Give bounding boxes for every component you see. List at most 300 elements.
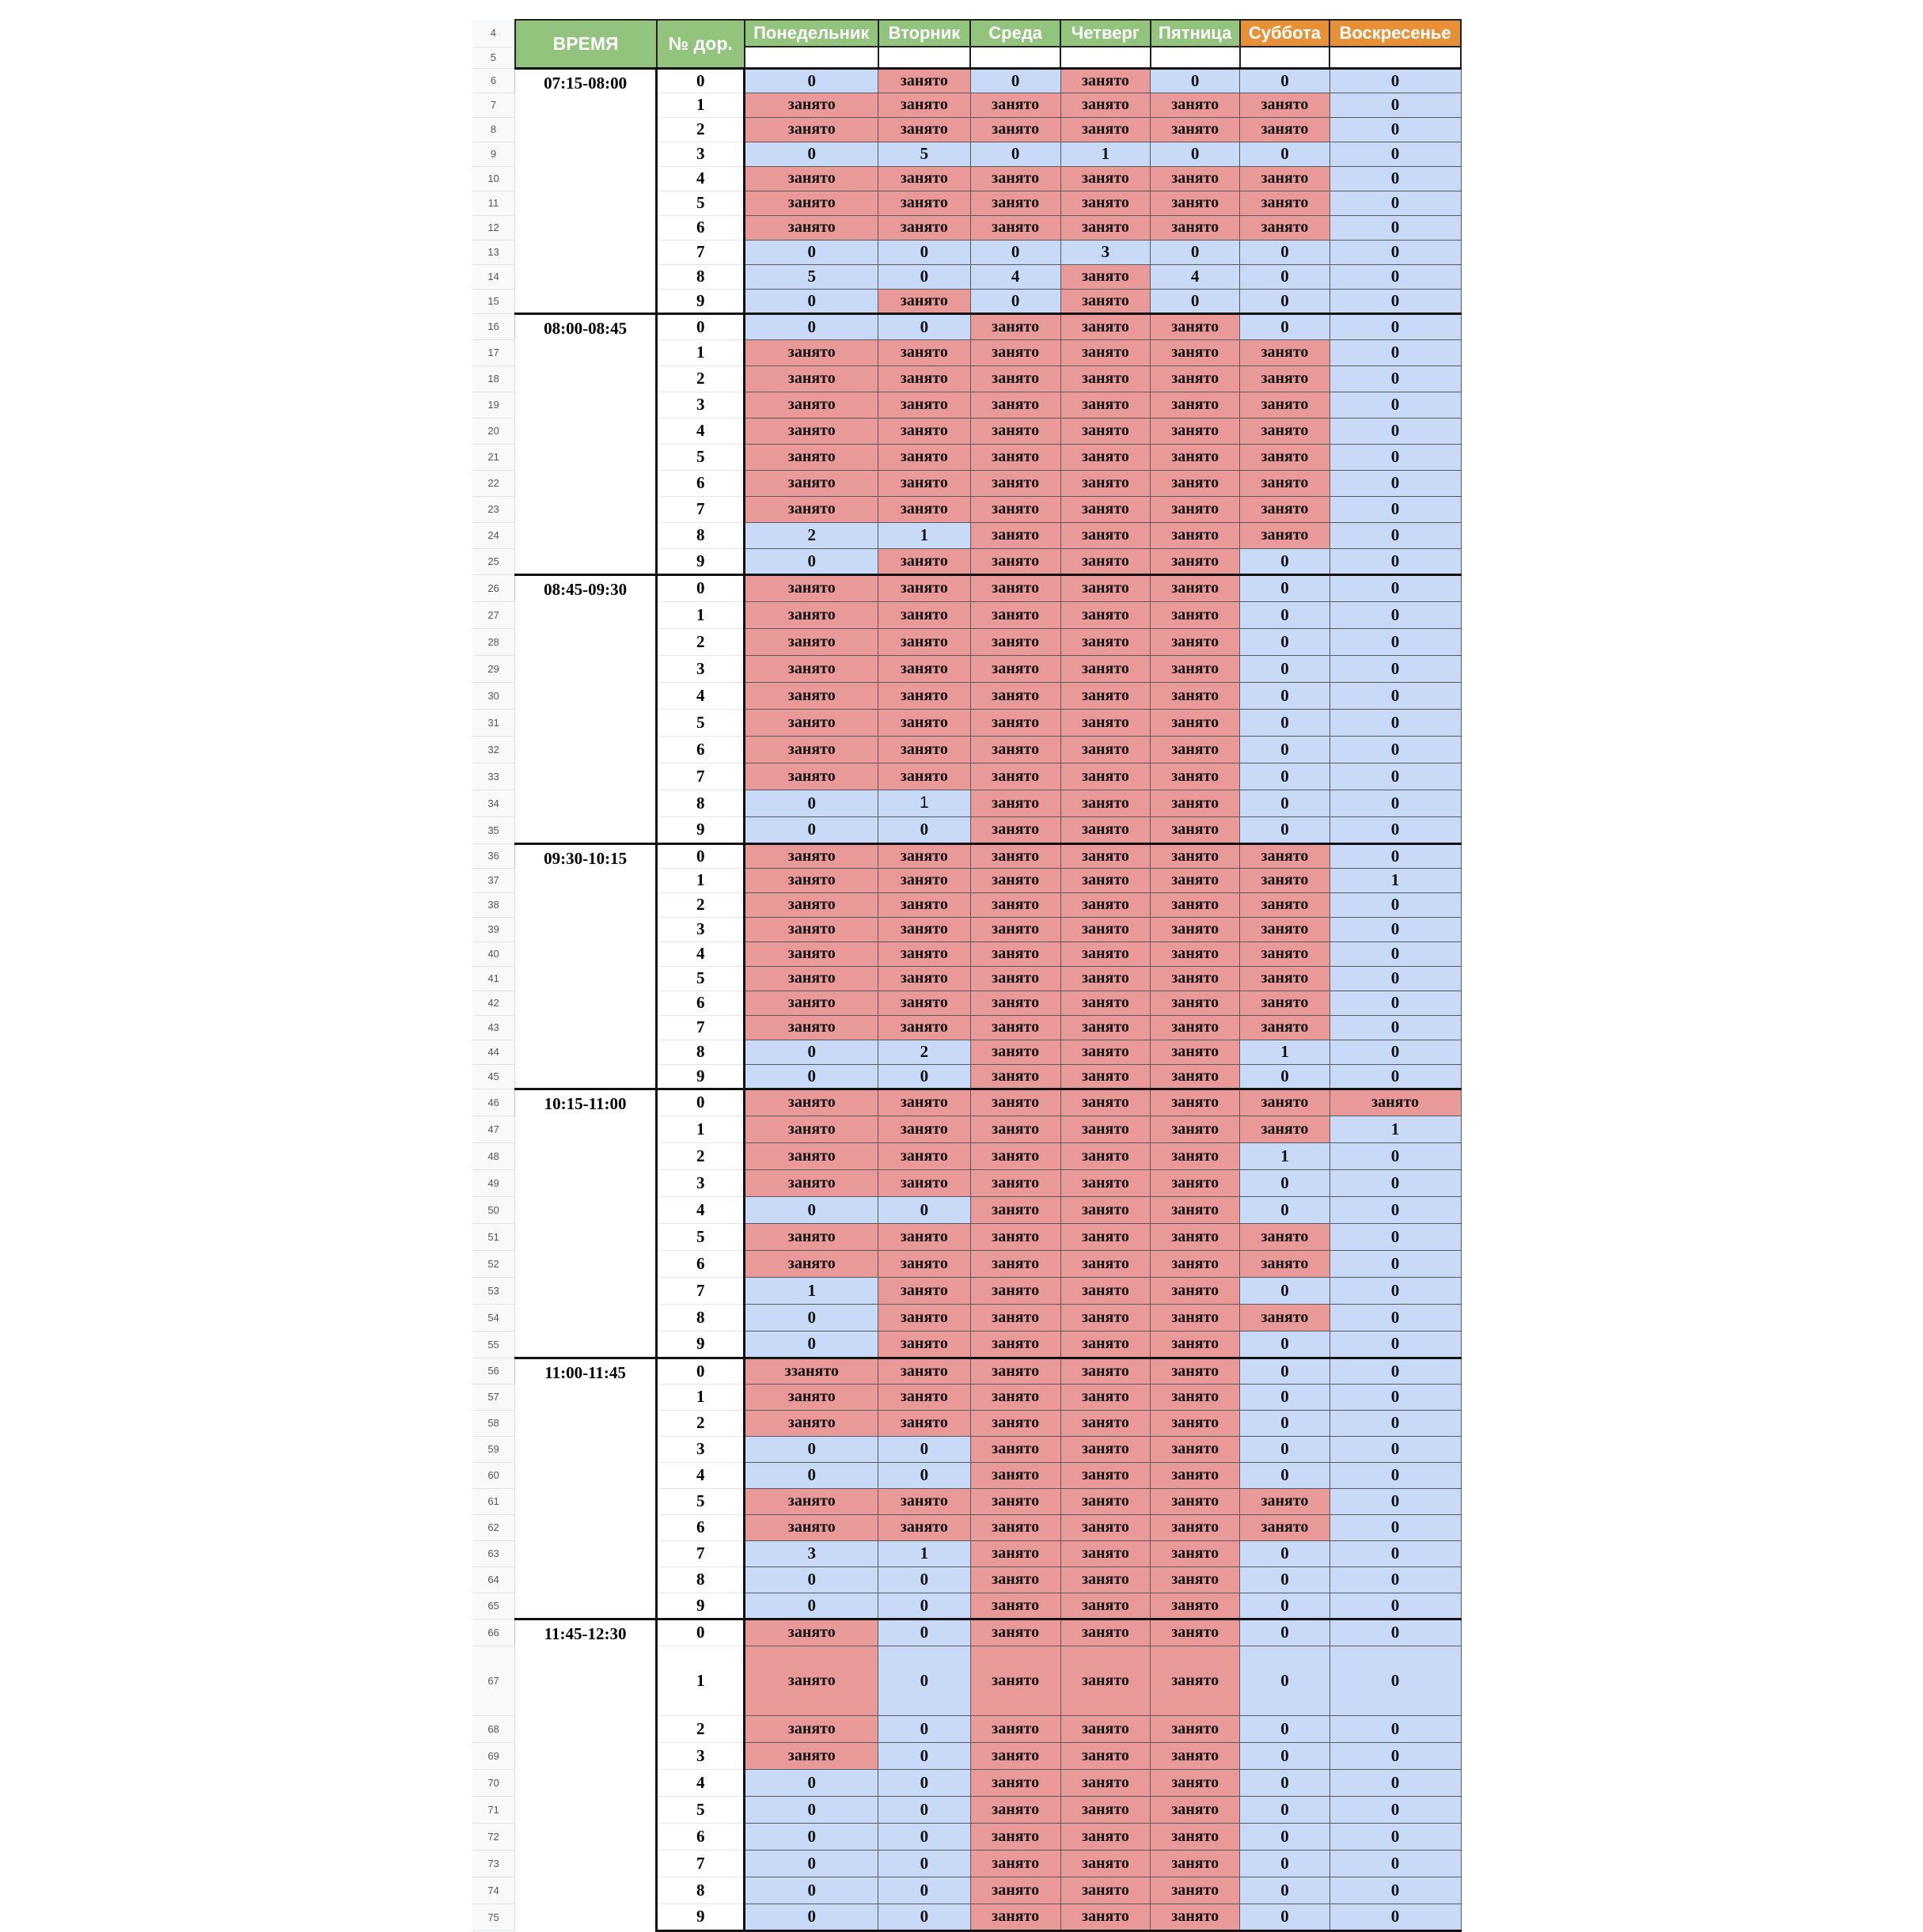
- busy-cell[interactable]: занято: [745, 1514, 878, 1540]
- free-cell[interactable]: 0: [1329, 1196, 1461, 1223]
- free-cell[interactable]: 0: [1329, 1410, 1461, 1436]
- busy-cell[interactable]: занято: [1151, 392, 1240, 418]
- time-slot-label[interactable]: 07:15-08:00: [515, 68, 657, 313]
- busy-cell[interactable]: занято: [745, 966, 878, 991]
- busy-cell[interactable]: занято: [1151, 1304, 1240, 1331]
- free-cell[interactable]: 0: [878, 1462, 970, 1488]
- free-cell[interactable]: 0: [1329, 1331, 1461, 1358]
- free-cell[interactable]: 0: [1329, 1304, 1461, 1331]
- busy-cell[interactable]: занято: [970, 868, 1060, 892]
- free-cell[interactable]: 0: [1329, 1796, 1461, 1823]
- busy-cell[interactable]: занято: [1060, 868, 1150, 892]
- track-number[interactable]: 2: [657, 1410, 745, 1436]
- free-cell[interactable]: 0: [745, 313, 878, 339]
- free-cell[interactable]: 0: [1329, 736, 1461, 763]
- busy-cell[interactable]: занято: [1240, 93, 1329, 117]
- free-cell[interactable]: 0: [1329, 313, 1461, 339]
- free-cell[interactable]: 0: [1329, 1619, 1461, 1646]
- busy-cell[interactable]: занято: [878, 496, 970, 522]
- busy-cell[interactable]: занято: [1151, 628, 1240, 655]
- busy-cell[interactable]: занято: [1240, 892, 1329, 917]
- track-number[interactable]: 7: [657, 1850, 745, 1877]
- busy-cell[interactable]: занято: [1060, 1619, 1150, 1646]
- free-cell[interactable]: 0: [1329, 1277, 1461, 1304]
- track-number[interactable]: 2: [657, 1142, 745, 1169]
- track-number[interactable]: 6: [657, 1514, 745, 1540]
- busy-cell[interactable]: занято: [1151, 1904, 1240, 1930]
- busy-cell[interactable]: занято: [878, 444, 970, 470]
- free-cell[interactable]: 0: [878, 1823, 970, 1850]
- blank-cell[interactable]: [1329, 47, 1461, 68]
- busy-cell[interactable]: занято: [970, 574, 1060, 601]
- busy-cell[interactable]: занято: [1060, 444, 1150, 470]
- free-cell[interactable]: 0: [1240, 1384, 1329, 1410]
- busy-cell[interactable]: занято: [1151, 1715, 1240, 1742]
- busy-cell[interactable]: занято: [1060, 1646, 1150, 1715]
- free-cell[interactable]: 0: [1240, 240, 1329, 264]
- busy-cell[interactable]: занято: [970, 655, 1060, 682]
- busy-cell[interactable]: занято: [1240, 1223, 1329, 1250]
- busy-cell[interactable]: занято: [1151, 1223, 1240, 1250]
- busy-cell[interactable]: занято: [878, 574, 970, 601]
- busy-cell[interactable]: занято: [1151, 93, 1240, 117]
- busy-cell[interactable]: занято: [878, 868, 970, 892]
- busy-cell[interactable]: занято: [745, 1116, 878, 1142]
- track-column-header[interactable]: № дор.: [657, 20, 745, 68]
- busy-cell[interactable]: занято: [1060, 917, 1150, 941]
- free-cell[interactable]: 0: [1240, 682, 1329, 709]
- free-cell[interactable]: 1: [1240, 1142, 1329, 1169]
- busy-cell[interactable]: занято: [1240, 470, 1329, 496]
- busy-cell[interactable]: занято: [1151, 215, 1240, 240]
- busy-cell[interactable]: занято: [970, 392, 1060, 418]
- track-number[interactable]: 2: [657, 117, 745, 142]
- free-cell[interactable]: 0: [1329, 1540, 1461, 1566]
- free-cell[interactable]: 0: [1240, 1904, 1329, 1930]
- busy-cell[interactable]: занято: [878, 1250, 970, 1277]
- busy-cell[interactable]: занято: [1151, 1331, 1240, 1358]
- busy-cell[interactable]: занято: [1060, 93, 1150, 117]
- free-cell[interactable]: 0: [745, 1304, 878, 1331]
- busy-cell[interactable]: занято: [1060, 1715, 1150, 1742]
- busy-cell[interactable]: занято: [970, 1904, 1060, 1930]
- free-cell[interactable]: 4: [1151, 264, 1240, 289]
- busy-cell[interactable]: занято: [970, 1742, 1060, 1769]
- busy-cell[interactable]: занято: [1151, 1250, 1240, 1277]
- busy-cell[interactable]: занято: [970, 1566, 1060, 1593]
- free-cell[interactable]: 0: [1240, 1823, 1329, 1850]
- busy-cell[interactable]: занято: [970, 1358, 1060, 1384]
- busy-cell[interactable]: занято: [1151, 1823, 1240, 1850]
- busy-cell[interactable]: занято: [970, 117, 1060, 142]
- busy-cell[interactable]: занято: [878, 1358, 970, 1384]
- free-cell[interactable]: 0: [1329, 628, 1461, 655]
- track-number[interactable]: 2: [657, 1715, 745, 1742]
- busy-cell[interactable]: занято: [970, 892, 1060, 917]
- busy-cell[interactable]: занято: [1151, 991, 1240, 1015]
- busy-cell[interactable]: занято: [970, 1715, 1060, 1742]
- busy-cell[interactable]: занято: [745, 93, 878, 117]
- busy-cell[interactable]: занято: [1060, 1358, 1150, 1384]
- busy-cell[interactable]: занято: [1060, 1566, 1150, 1593]
- busy-cell[interactable]: занято: [745, 444, 878, 470]
- busy-cell[interactable]: занято: [878, 1116, 970, 1142]
- busy-cell[interactable]: занято: [878, 117, 970, 142]
- busy-cell[interactable]: занято: [1240, 418, 1329, 444]
- busy-cell[interactable]: занято: [970, 548, 1060, 574]
- busy-cell[interactable]: занято: [1060, 470, 1150, 496]
- free-cell[interactable]: 0: [1329, 941, 1461, 966]
- busy-cell[interactable]: занято: [1240, 1514, 1329, 1540]
- busy-cell[interactable]: занято: [1060, 574, 1150, 601]
- busy-cell[interactable]: занято: [970, 1015, 1060, 1040]
- free-cell[interactable]: 3: [1060, 240, 1150, 264]
- busy-cell[interactable]: занято: [878, 418, 970, 444]
- busy-cell[interactable]: занято: [745, 868, 878, 892]
- busy-cell[interactable]: занято: [878, 1089, 970, 1116]
- busy-cell[interactable]: занято: [1060, 1304, 1150, 1331]
- busy-cell[interactable]: занято: [1240, 522, 1329, 548]
- track-number[interactable]: 8: [657, 264, 745, 289]
- busy-cell[interactable]: занято: [970, 1462, 1060, 1488]
- busy-cell[interactable]: занято: [1240, 1116, 1329, 1142]
- busy-cell[interactable]: занято: [1060, 366, 1150, 392]
- busy-cell[interactable]: занято: [970, 166, 1060, 191]
- free-cell[interactable]: 0: [878, 240, 970, 264]
- busy-cell[interactable]: занято: [1060, 1823, 1150, 1850]
- free-cell[interactable]: 0: [1329, 1715, 1461, 1742]
- busy-cell[interactable]: занято: [1240, 166, 1329, 191]
- busy-cell[interactable]: занято: [878, 709, 970, 736]
- busy-cell[interactable]: занято: [1151, 1436, 1240, 1462]
- busy-cell[interactable]: занято: [970, 843, 1060, 868]
- busy-cell[interactable]: занято: [1151, 522, 1240, 548]
- busy-cell[interactable]: занято: [1060, 1250, 1150, 1277]
- busy-cell[interactable]: занято: [1060, 1796, 1150, 1823]
- busy-cell[interactable]: занято: [1060, 117, 1150, 142]
- busy-cell[interactable]: занято: [1240, 339, 1329, 366]
- busy-cell[interactable]: занято: [878, 548, 970, 574]
- free-cell[interactable]: 0: [1329, 392, 1461, 418]
- busy-cell[interactable]: занято: [970, 1169, 1060, 1196]
- busy-cell[interactable]: занято: [1151, 1015, 1240, 1040]
- busy-cell[interactable]: занято: [878, 1277, 970, 1304]
- busy-cell[interactable]: занято: [1060, 1142, 1150, 1169]
- free-cell[interactable]: 0: [1329, 1064, 1461, 1089]
- busy-cell[interactable]: занято: [878, 655, 970, 682]
- busy-cell[interactable]: занято: [1060, 264, 1150, 289]
- free-cell[interactable]: 0: [878, 1742, 970, 1769]
- busy-cell[interactable]: занято: [1060, 892, 1150, 917]
- busy-cell[interactable]: занято: [745, 418, 878, 444]
- free-cell[interactable]: 0: [878, 1904, 970, 1930]
- busy-cell[interactable]: занято: [745, 366, 878, 392]
- busy-cell[interactable]: занято: [1151, 496, 1240, 522]
- busy-cell[interactable]: занято: [1151, 682, 1240, 709]
- time-slot-label[interactable]: 11:45-12:30: [515, 1619, 657, 1930]
- busy-cell[interactable]: занято: [1151, 816, 1240, 843]
- track-number[interactable]: 8: [657, 1566, 745, 1593]
- busy-cell[interactable]: занято: [1060, 1593, 1150, 1619]
- busy-cell[interactable]: занято: [745, 917, 878, 941]
- free-cell[interactable]: 0: [1329, 682, 1461, 709]
- free-cell[interactable]: 0: [1329, 1040, 1461, 1064]
- busy-cell[interactable]: занято: [1060, 763, 1150, 790]
- free-cell[interactable]: 0: [745, 1331, 878, 1358]
- busy-cell[interactable]: занято: [1151, 444, 1240, 470]
- busy-cell[interactable]: занято: [1151, 1619, 1240, 1646]
- free-cell[interactable]: 0: [1240, 574, 1329, 601]
- blank-cell[interactable]: [970, 47, 1060, 68]
- busy-cell[interactable]: занято: [745, 215, 878, 240]
- free-cell[interactable]: 0: [1329, 1904, 1461, 1930]
- day-header-thursday[interactable]: Четверг: [1060, 20, 1150, 47]
- busy-cell[interactable]: занято: [878, 1331, 970, 1358]
- track-number[interactable]: 0: [657, 313, 745, 339]
- busy-cell[interactable]: занято: [878, 917, 970, 941]
- track-number[interactable]: 3: [657, 1436, 745, 1462]
- free-cell[interactable]: 0: [1329, 1742, 1461, 1769]
- free-cell[interactable]: 0: [970, 240, 1060, 264]
- free-cell[interactable]: 1: [1060, 142, 1150, 166]
- busy-cell[interactable]: занято: [1151, 1593, 1240, 1619]
- free-cell[interactable]: 0: [1329, 1769, 1461, 1796]
- track-number[interactable]: 7: [657, 1540, 745, 1566]
- free-cell[interactable]: 0: [1240, 289, 1329, 313]
- busy-cell[interactable]: занято: [1151, 117, 1240, 142]
- free-cell[interactable]: 0: [745, 1040, 878, 1064]
- busy-cell[interactable]: занято: [878, 289, 970, 313]
- free-cell[interactable]: 0: [745, 1823, 878, 1850]
- free-cell[interactable]: 0: [1240, 1715, 1329, 1742]
- busy-cell[interactable]: занято: [1151, 1646, 1240, 1715]
- busy-cell[interactable]: занято: [878, 763, 970, 790]
- busy-cell[interactable]: занято: [1060, 1877, 1150, 1904]
- track-number[interactable]: 8: [657, 1304, 745, 1331]
- busy-cell[interactable]: занято: [1240, 496, 1329, 522]
- busy-cell[interactable]: занято: [1240, 392, 1329, 418]
- busy-cell[interactable]: занято: [1151, 418, 1240, 444]
- track-number[interactable]: 5: [657, 1796, 745, 1823]
- busy-cell[interactable]: занято: [878, 1223, 970, 1250]
- busy-cell[interactable]: занято: [1060, 496, 1150, 522]
- free-cell[interactable]: 0: [1329, 366, 1461, 392]
- track-number[interactable]: 6: [657, 991, 745, 1015]
- busy-cell[interactable]: занято: [1240, 1089, 1329, 1116]
- busy-cell[interactable]: занято: [1151, 1169, 1240, 1196]
- free-cell[interactable]: 1: [1240, 1040, 1329, 1064]
- busy-cell[interactable]: занято: [1060, 1223, 1150, 1250]
- busy-cell[interactable]: занято: [878, 339, 970, 366]
- track-number[interactable]: 0: [657, 68, 745, 93]
- busy-cell[interactable]: занято: [970, 313, 1060, 339]
- busy-cell[interactable]: занято: [1151, 1277, 1240, 1304]
- track-number[interactable]: 4: [657, 1196, 745, 1223]
- busy-cell[interactable]: занято: [1060, 339, 1150, 366]
- free-cell[interactable]: 0: [1329, 655, 1461, 682]
- busy-cell[interactable]: занято: [878, 628, 970, 655]
- free-cell[interactable]: 0: [745, 1436, 878, 1462]
- free-cell[interactable]: 0: [1329, 1384, 1461, 1410]
- busy-cell[interactable]: занято: [1151, 1742, 1240, 1769]
- free-cell[interactable]: 0: [1329, 1646, 1461, 1715]
- free-cell[interactable]: 0: [1329, 1566, 1461, 1593]
- busy-cell[interactable]: занято: [745, 941, 878, 966]
- busy-cell[interactable]: занято: [1060, 392, 1150, 418]
- busy-cell[interactable]: занято: [970, 1040, 1060, 1064]
- track-number[interactable]: 3: [657, 142, 745, 166]
- busy-cell[interactable]: занято: [1060, 522, 1150, 548]
- busy-cell[interactable]: занято: [745, 392, 878, 418]
- busy-cell[interactable]: занято: [745, 736, 878, 763]
- busy-cell[interactable]: занято: [878, 392, 970, 418]
- busy-cell[interactable]: занято: [1240, 215, 1329, 240]
- time-slot-label[interactable]: 11:00-11:45: [515, 1358, 657, 1619]
- track-number[interactable]: 0: [657, 1619, 745, 1646]
- track-number[interactable]: 9: [657, 1064, 745, 1089]
- day-header-sunday[interactable]: Воскресенье: [1329, 20, 1461, 47]
- free-cell[interactable]: 0: [1240, 1540, 1329, 1566]
- busy-cell[interactable]: занято: [1151, 1850, 1240, 1877]
- busy-cell[interactable]: занято: [1151, 1410, 1240, 1436]
- track-number[interactable]: 3: [657, 655, 745, 682]
- free-cell[interactable]: 0: [1329, 1250, 1461, 1277]
- track-number[interactable]: 5: [657, 191, 745, 215]
- busy-cell[interactable]: занято: [1240, 1015, 1329, 1040]
- busy-cell[interactable]: занято: [1240, 843, 1329, 868]
- busy-cell[interactable]: занято: [970, 1384, 1060, 1410]
- time-slot-label[interactable]: 08:00-08:45: [515, 313, 657, 574]
- free-cell[interactable]: 1: [878, 522, 970, 548]
- busy-cell[interactable]: занято: [1151, 1116, 1240, 1142]
- free-cell[interactable]: 0: [1240, 264, 1329, 289]
- track-number[interactable]: 2: [657, 366, 745, 392]
- blank-cell[interactable]: [1060, 47, 1150, 68]
- busy-cell[interactable]: занято: [1060, 1850, 1150, 1877]
- free-cell[interactable]: 0: [1329, 763, 1461, 790]
- busy-cell[interactable]: занято: [1151, 790, 1240, 816]
- busy-cell[interactable]: занято: [970, 215, 1060, 240]
- free-cell[interactable]: 0: [1329, 966, 1461, 991]
- busy-cell[interactable]: занято: [1060, 941, 1150, 966]
- day-header-monday[interactable]: Понедельник: [745, 20, 878, 47]
- busy-cell[interactable]: занято: [1060, 628, 1150, 655]
- free-cell[interactable]: 0: [878, 1646, 970, 1715]
- track-number[interactable]: 1: [657, 339, 745, 366]
- busy-cell[interactable]: занято: [970, 1436, 1060, 1462]
- free-cell[interactable]: 2: [878, 1040, 970, 1064]
- busy-cell[interactable]: занято: [1060, 1169, 1150, 1196]
- busy-cell[interactable]: занято: [878, 166, 970, 191]
- free-cell[interactable]: 0: [1329, 522, 1461, 548]
- busy-cell[interactable]: занято: [970, 1064, 1060, 1089]
- free-cell[interactable]: 0: [1240, 1358, 1329, 1384]
- busy-cell[interactable]: занято: [878, 1384, 970, 1410]
- busy-cell[interactable]: занято: [878, 941, 970, 966]
- free-cell[interactable]: 0: [1240, 816, 1329, 843]
- busy-cell[interactable]: занято: [1060, 709, 1150, 736]
- day-header-wednesday[interactable]: Среда: [970, 20, 1060, 47]
- track-number[interactable]: 3: [657, 1169, 745, 1196]
- track-number[interactable]: 1: [657, 93, 745, 117]
- busy-cell[interactable]: занято: [878, 736, 970, 763]
- free-cell[interactable]: 0: [1329, 166, 1461, 191]
- busy-cell[interactable]: занято: [970, 1488, 1060, 1514]
- busy-cell[interactable]: занято: [745, 191, 878, 215]
- busy-cell[interactable]: занято: [745, 843, 878, 868]
- busy-cell[interactable]: занято: [970, 366, 1060, 392]
- track-number[interactable]: 4: [657, 682, 745, 709]
- busy-cell[interactable]: занято: [1060, 601, 1150, 628]
- busy-cell[interactable]: занято: [878, 601, 970, 628]
- busy-cell[interactable]: занято: [1151, 868, 1240, 892]
- free-cell[interactable]: 0: [1329, 1462, 1461, 1488]
- free-cell[interactable]: 0: [970, 68, 1060, 93]
- time-column-header[interactable]: ВРЕМЯ: [515, 20, 657, 68]
- free-cell[interactable]: 0: [1240, 790, 1329, 816]
- free-cell[interactable]: 2: [745, 522, 878, 548]
- free-cell[interactable]: 0: [1329, 215, 1461, 240]
- busy-cell[interactable]: занято: [1060, 548, 1150, 574]
- free-cell[interactable]: 0: [1240, 1277, 1329, 1304]
- track-number[interactable]: 8: [657, 522, 745, 548]
- track-number[interactable]: 7: [657, 240, 745, 264]
- busy-cell[interactable]: занято: [1151, 191, 1240, 215]
- busy-cell[interactable]: занято: [1060, 1064, 1150, 1089]
- track-number[interactable]: 2: [657, 628, 745, 655]
- busy-cell[interactable]: занято: [745, 496, 878, 522]
- busy-cell[interactable]: занято: [970, 1823, 1060, 1850]
- busy-cell[interactable]: занято: [970, 1277, 1060, 1304]
- free-cell[interactable]: 1: [878, 790, 970, 816]
- busy-cell[interactable]: занято: [1151, 1064, 1240, 1089]
- busy-cell[interactable]: занято: [970, 1619, 1060, 1646]
- free-cell[interactable]: 0: [1240, 601, 1329, 628]
- busy-cell[interactable]: занято: [878, 191, 970, 215]
- busy-cell[interactable]: занято: [1151, 941, 1240, 966]
- free-cell[interactable]: 0: [1329, 917, 1461, 941]
- free-cell[interactable]: 0: [1240, 142, 1329, 166]
- track-number[interactable]: 7: [657, 1015, 745, 1040]
- track-number[interactable]: 0: [657, 843, 745, 868]
- free-cell[interactable]: 0: [878, 313, 970, 339]
- busy-cell[interactable]: занято: [970, 763, 1060, 790]
- busy-cell[interactable]: занято: [1060, 816, 1150, 843]
- busy-cell[interactable]: занято: [878, 1169, 970, 1196]
- blank-cell[interactable]: [1240, 47, 1329, 68]
- free-cell[interactable]: 0: [1329, 601, 1461, 628]
- track-number[interactable]: 6: [657, 470, 745, 496]
- free-cell[interactable]: 0: [1329, 470, 1461, 496]
- free-cell[interactable]: 0: [745, 790, 878, 816]
- free-cell[interactable]: 0: [1329, 991, 1461, 1015]
- free-cell[interactable]: 0: [878, 1796, 970, 1823]
- track-number[interactable]: 1: [657, 1116, 745, 1142]
- free-cell[interactable]: 1: [1329, 868, 1461, 892]
- busy-cell[interactable]: занято: [745, 763, 878, 790]
- busy-cell[interactable]: занято: [878, 991, 970, 1015]
- track-number[interactable]: 2: [657, 892, 745, 917]
- track-number[interactable]: 1: [657, 868, 745, 892]
- busy-cell[interactable]: занято: [1151, 917, 1240, 941]
- busy-cell[interactable]: занято: [1240, 966, 1329, 991]
- busy-cell[interactable]: занято: [745, 1715, 878, 1742]
- free-cell[interactable]: 0: [745, 1064, 878, 1089]
- busy-cell[interactable]: занято: [878, 366, 970, 392]
- busy-cell[interactable]: занято: [1060, 655, 1150, 682]
- busy-cell[interactable]: занято: [745, 1410, 878, 1436]
- free-cell[interactable]: 0: [1329, 1823, 1461, 1850]
